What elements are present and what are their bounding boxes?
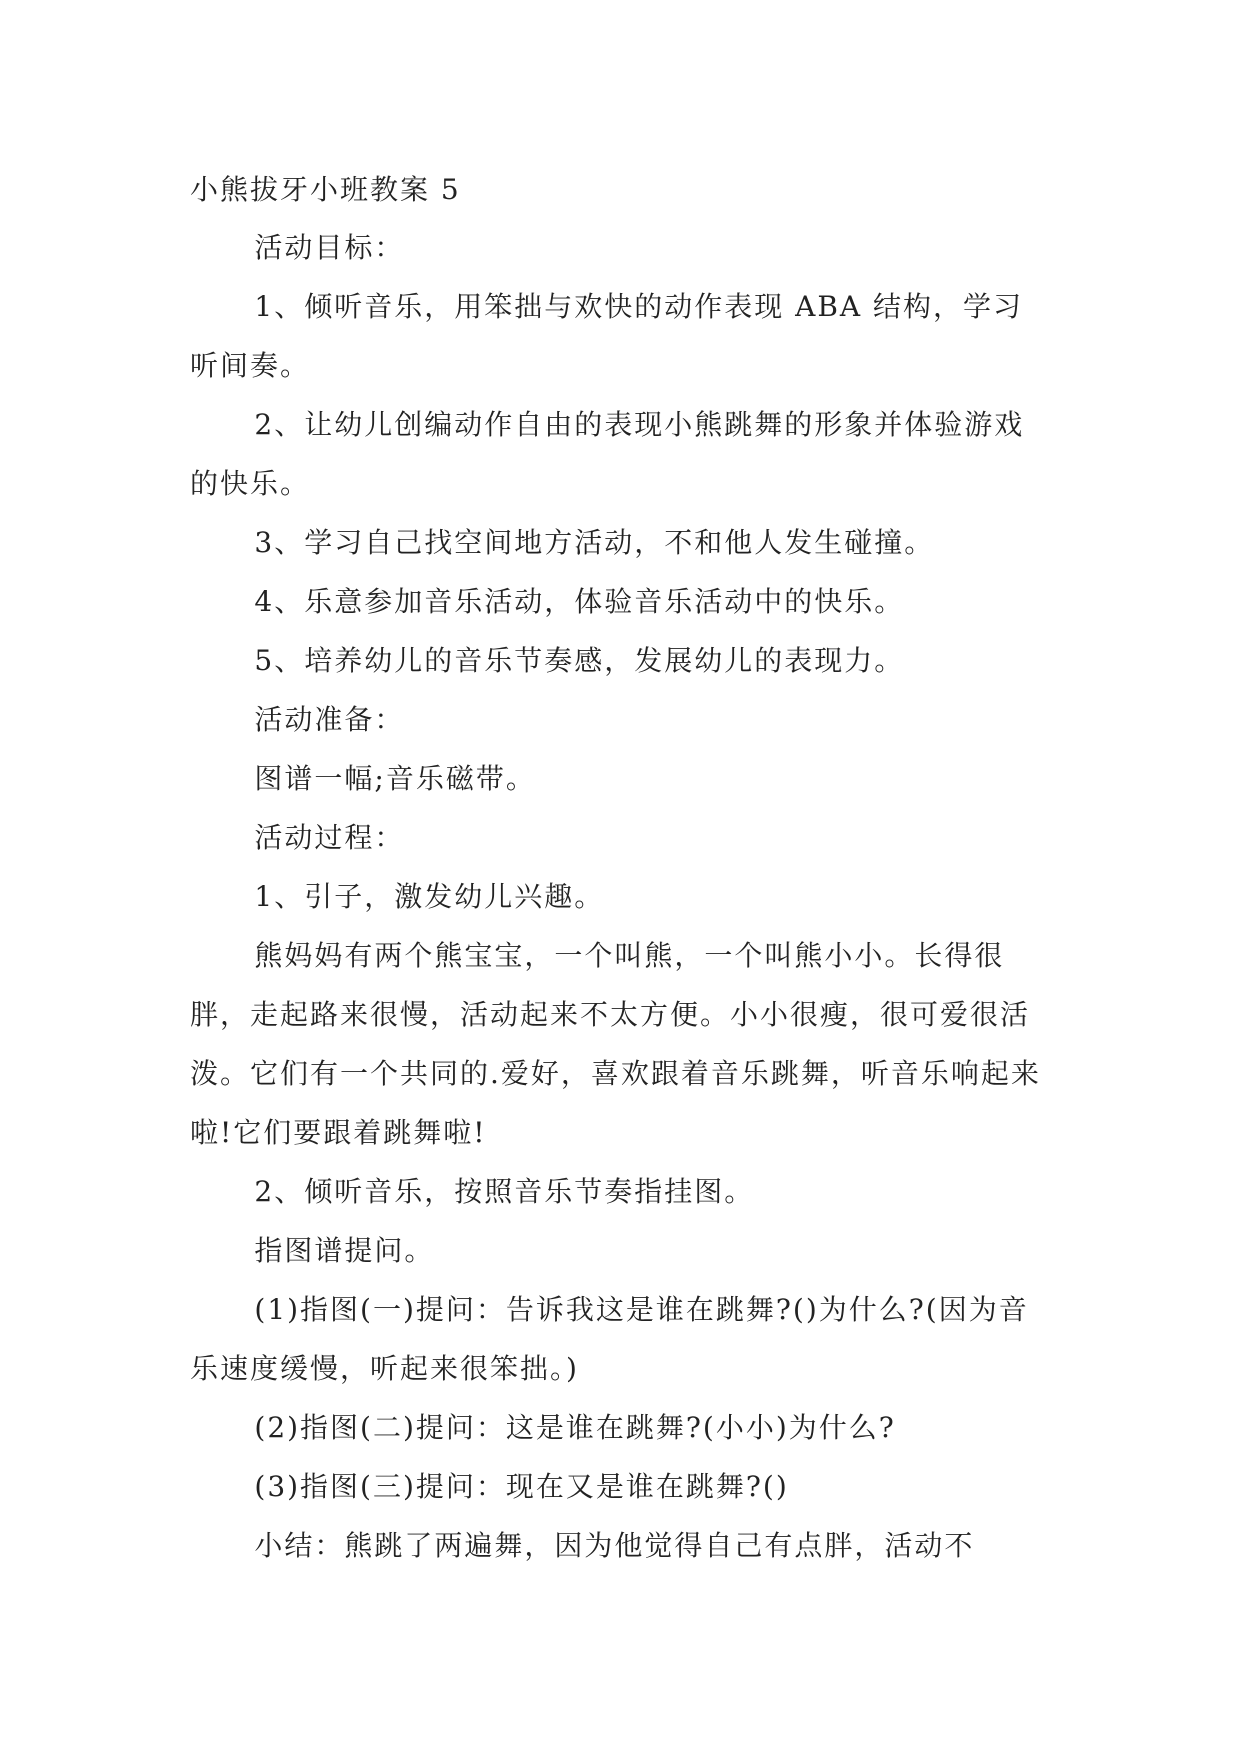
- goal-item-5: 5、培养幼儿的音乐节奏感，发展幼儿的表现力。: [254, 644, 905, 677]
- section-heading-preparation: 活动准备：: [254, 703, 405, 736]
- question-1: (1)指图(一)提问：告诉我这是谁在跳舞?()为什么?(因为音乐速度缓慢，听起来很笨拙。): [190, 1293, 1029, 1385]
- section-heading-goals: 活动目标：: [254, 231, 405, 264]
- section-heading-process: 活动过程：: [254, 821, 405, 854]
- goal-item-1: 1、倾听音乐，用笨拙与欢快的动作表现 ABA 结构，学习听间奏。: [190, 290, 1024, 382]
- question-2: (2)指图(二)提问：这是谁在跳舞?(小小)为什么?: [254, 1411, 896, 1444]
- process-step-2: 2、倾听音乐，按照音乐节奏指挂图。: [254, 1175, 755, 1208]
- summary-text: 小结：熊跳了两遍舞，因为他觉得自己有点胖，活动不: [254, 1529, 975, 1562]
- document-body: [190, 162, 1052, 1575]
- process-step-1: 1、引子，激发幼儿兴趣。: [254, 880, 605, 913]
- preparation-text: 图谱一幅;音乐磁带。: [254, 762, 536, 795]
- questioning-intro: 指图谱提问。: [254, 1234, 435, 1267]
- question-3: (3)指图(三)提问：现在又是谁在跳舞?(): [254, 1470, 789, 1503]
- goal-item-2: 2、让幼儿创编动作自由的表现小熊跳舞的形象并体验游戏的快乐。: [190, 408, 1025, 500]
- goal-item-4: 4、乐意参加音乐活动，体验音乐活动中的快乐。: [254, 585, 905, 618]
- goal-item-3: 3、学习自己找空间地方活动，不和他人发生碰撞。: [254, 526, 935, 559]
- document-title: 小熊拔牙小班教案 5: [190, 173, 461, 206]
- story-paragraph: 熊妈妈有两个熊宝宝，一个叫熊，一个叫熊小小。长得很胖，走起路来很慢，活动起来不太方便。小小很瘦，很可爱很活泼。它们有一个共同的.爱好，喜欢跟着音乐跳舞，听音乐响起来啦!它们要跟着跳舞啦!: [190, 939, 1041, 1149]
